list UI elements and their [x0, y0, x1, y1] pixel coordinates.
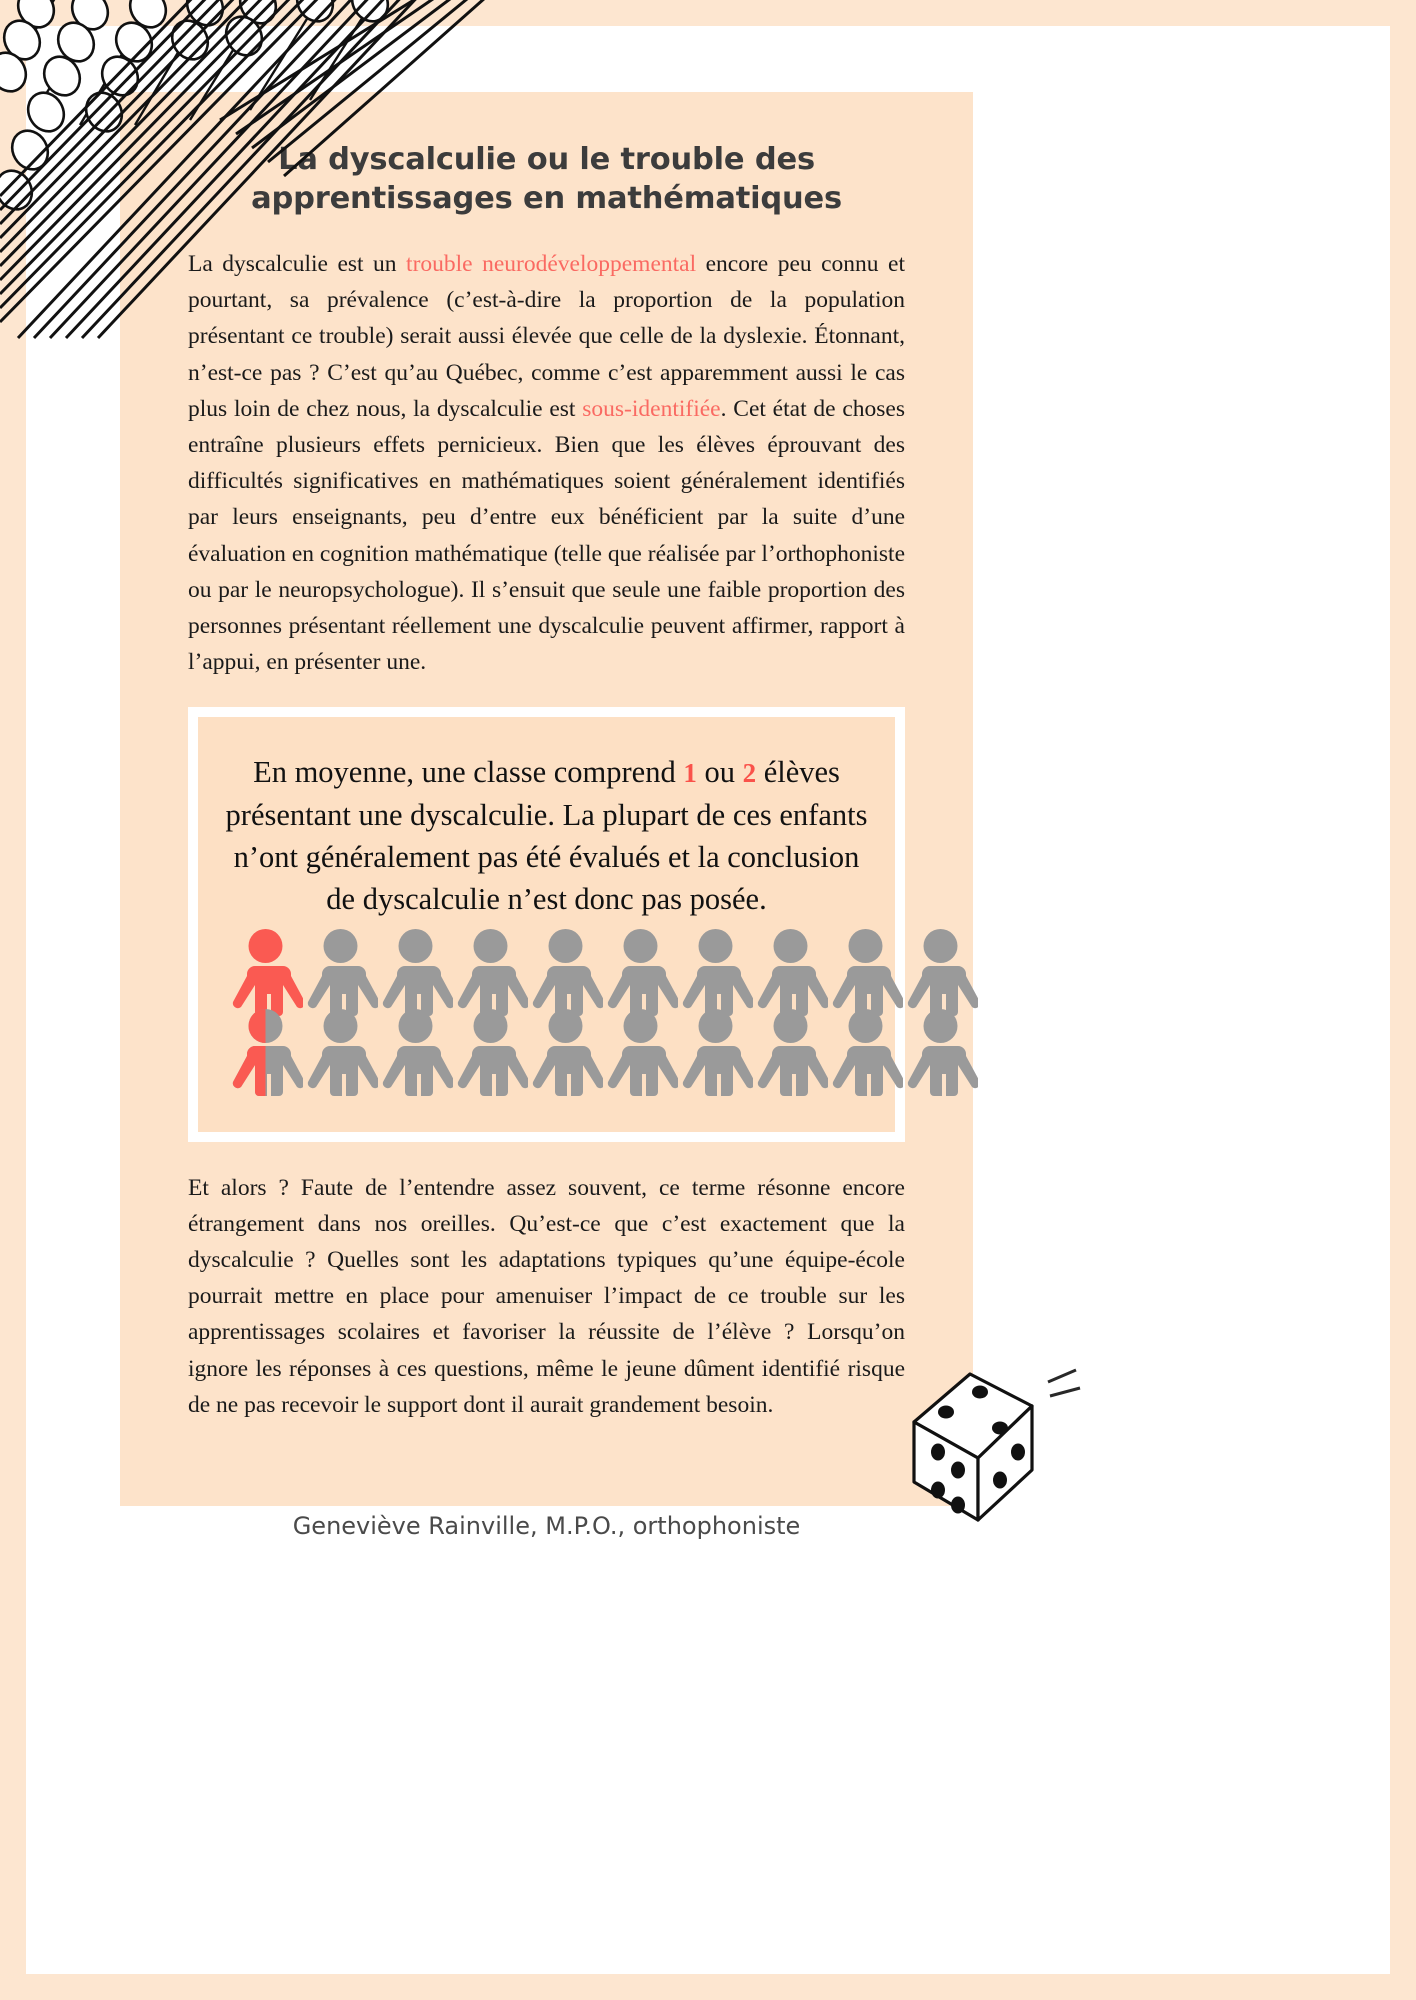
highlight-underidentified: sous-identifiée: [582, 395, 721, 422]
pictogram-figure: [453, 926, 528, 1018]
pictogram-figure: [228, 1006, 303, 1098]
pictogram-figure: [453, 1006, 528, 1098]
pictogram-row-2: [228, 1006, 869, 1098]
pictogram-figure: [528, 1006, 603, 1098]
person-figure-icon: [228, 1006, 303, 1102]
intro-text-1: La dyscalculie est un: [188, 251, 407, 278]
article-card: [120, 92, 973, 1506]
pictogram-figure: [603, 926, 678, 1018]
statistic-text-2: ou: [696, 754, 743, 789]
intro-text-3: . Cet état de choses entraîne plusieurs effets pernicieux. Bien que les élèves éprouvant des difficultés significatives en mathématiques soient généralement identifiés par leurs enseignants, peu d’entre eux bénéficient par la suite d’une évaluation en cognition mathématique (telle que réalisée par l’orthophoniste ou par le neuropsychologue). Il s’ensuit que seule une faible proportion des personnes présentant réellement une dyscalculie peuvent affirmer, rapport à l’appui, en présenter une.: [188, 395, 905, 676]
pictogram-figure: [753, 1006, 828, 1098]
pictogram-chart: [224, 926, 869, 1098]
pictogram-figure: [603, 1006, 678, 1098]
pictogram-figure: [903, 1006, 978, 1098]
pictogram-figure: [753, 926, 828, 1018]
pictogram-figure: [828, 926, 903, 1018]
pictogram-figure: [303, 926, 378, 1018]
person-figure-icon: [678, 1006, 753, 1102]
person-figure-icon: [828, 1006, 903, 1102]
person-figure-icon: [453, 1006, 528, 1102]
statistic-text-1: En moyenne, une classe comprend: [253, 754, 684, 789]
pictogram-figure: [228, 926, 303, 1018]
pictogram-row-1: [228, 926, 869, 1018]
intro-text-2: encore peu connu et pourtant, sa prévalence (c’est-à-dire la proportion de la population présentant ce trouble) serait aussi élevée que celle de la dyslexie. Étonnant, n’est-ce pas ? C’est qu’au Québec, comme c’est apparemment aussi le cas plus loin de chez nous, la dyscalculie est: [188, 251, 905, 422]
person-figure-icon: [603, 1006, 678, 1102]
pictogram-figure: [903, 926, 978, 1018]
pictogram-figure: [378, 926, 453, 1018]
pictogram-figure: [528, 926, 603, 1018]
person-figure-icon: [528, 1006, 603, 1102]
closing-paragraph: Et alors ? Faute de l’entendre assez souvent, ce terme résonne encore étrangement dans nos oreilles. Qu’est-ce que c’est exactement que la dyscalculie ? Quelles sont les adaptations typiques qu’une équipe-école pourrait mettre en place pour amenuiser l’impact de ce trouble sur les apprentissages scolaires et favoriser la réussite de l’élève ? Lorsqu’on ignore les réponses à ces questions, même le jeune dûment identifié risque de ne pas recevoir le support dont il aurait grandement besoin.: [188, 1174, 905, 1418]
statistic-text-3: élèves présentant une dyscalculie. La plupart de ces enfants n’ont généralement pas été évalués et la conclusion de dyscalculie n’est donc pas posée.: [225, 754, 868, 916]
author-credit: Geneviève Rainville, M.P.O., orthophoniste: [292, 1512, 801, 1540]
statistic-callout: [188, 707, 905, 1142]
intro-paragraph: [188, 246, 905, 680]
pictogram-figure: [378, 1006, 453, 1098]
pictogram-figure: [303, 1006, 378, 1098]
person-figure-icon: [753, 1006, 828, 1102]
person-figure-icon: [903, 1006, 978, 1102]
person-figure-icon: [303, 1006, 378, 1102]
article-body: [120, 246, 973, 1423]
statistic-callout-inner: [198, 717, 895, 1132]
pictogram-figure: [828, 1006, 903, 1098]
page-title: La dyscalculie ou le trouble des apprentissages en mathématiques: [251, 142, 842, 217]
person-figure-icon: [378, 1006, 453, 1102]
highlight-neurodevelopmental: trouble neurodéveloppemental: [406, 251, 697, 278]
statistic-text: [224, 751, 869, 920]
pictogram-figure: [678, 1006, 753, 1098]
statistic-number-one: 1: [683, 757, 697, 788]
statistic-number-two: 2: [742, 757, 757, 788]
pictogram-figure: [678, 926, 753, 1018]
